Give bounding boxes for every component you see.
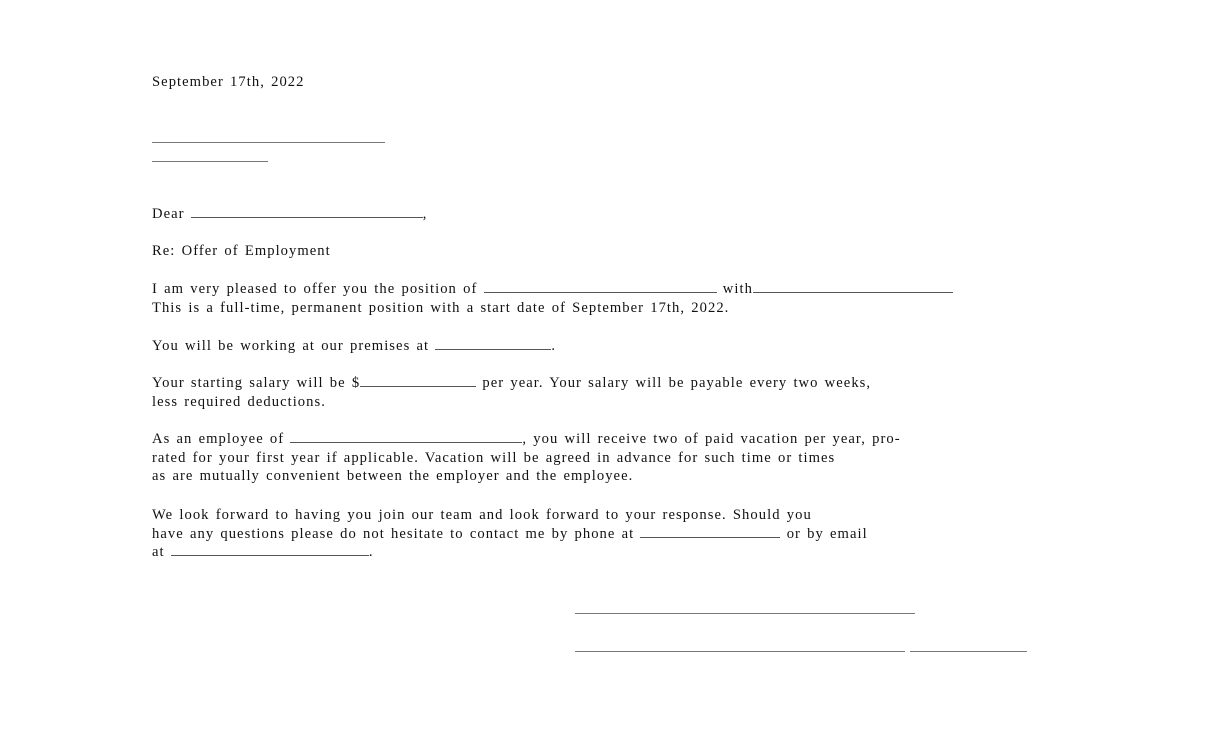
paragraph5-text-b: or by email [786,526,868,542]
paragraph5-text-d: . [368,544,374,560]
position-title-blank [484,280,717,293]
paragraph4-text-b: , you will receive two of paid vacation per year, pro- [522,431,901,447]
paragraph4-line3: as are mutually convenient between the employer and the employee. [152,468,634,484]
paragraph5-text-c: at [152,544,165,560]
paragraph1-line1 [152,280,953,298]
paragraph4-line2: rated for your first year if applicable. Vacation will be agreed in advance for such time or times [152,450,836,466]
paragraph3-text-b: per year. Your salary will be payable every two weeks, [482,375,872,391]
paragraph4-line1 [152,430,901,448]
paragraph2-text-a: You will be working at our premises at [152,338,430,354]
paragraph1-text-a: I am very pleased to offer you the position of [152,281,478,297]
paragraph4-text-a: As an employee of [152,431,285,447]
paragraph5-text-a: have any questions please do not hesitate to contact me by phone at [152,526,635,542]
salary-amount-blank [360,374,476,387]
phone-number-blank [640,525,780,538]
employer-name-blank [290,430,522,443]
paragraph5-line2 [152,525,868,543]
paragraph5-line1: We look forward to having you join our team and look forward to your response. Should you [152,507,812,523]
company-name-blank [753,280,953,293]
signer-title-blank [910,651,1027,652]
salutation-prefix: Dear [152,206,185,222]
recipient-name-blank [152,142,385,143]
paragraph1-line2: This is a full-time, permanent position with a start date of September 17th, 2022. [152,300,730,316]
recipient-address-blank [152,161,268,162]
salutation-name-blank [191,205,423,218]
paragraph1-text-b: with [722,281,753,297]
letter-date: September 17th, 2022 [152,74,305,90]
paragraph2 [152,337,556,355]
salutation-suffix: , [422,206,428,222]
paragraph2-text-b: . [551,338,557,354]
email-address-blank [171,543,369,556]
salutation [152,205,427,223]
paragraph5-line3 [152,543,374,561]
premises-address-blank [435,337,551,350]
signer-name-blank [575,651,905,652]
subject-line: Re: Offer of Employment [152,243,331,259]
paragraph3-text-a: Your starting salary will be $ [152,375,361,391]
paragraph3-line1 [152,374,871,392]
signature-blank [575,613,915,614]
paragraph3-line2: less required deductions. [152,394,326,410]
